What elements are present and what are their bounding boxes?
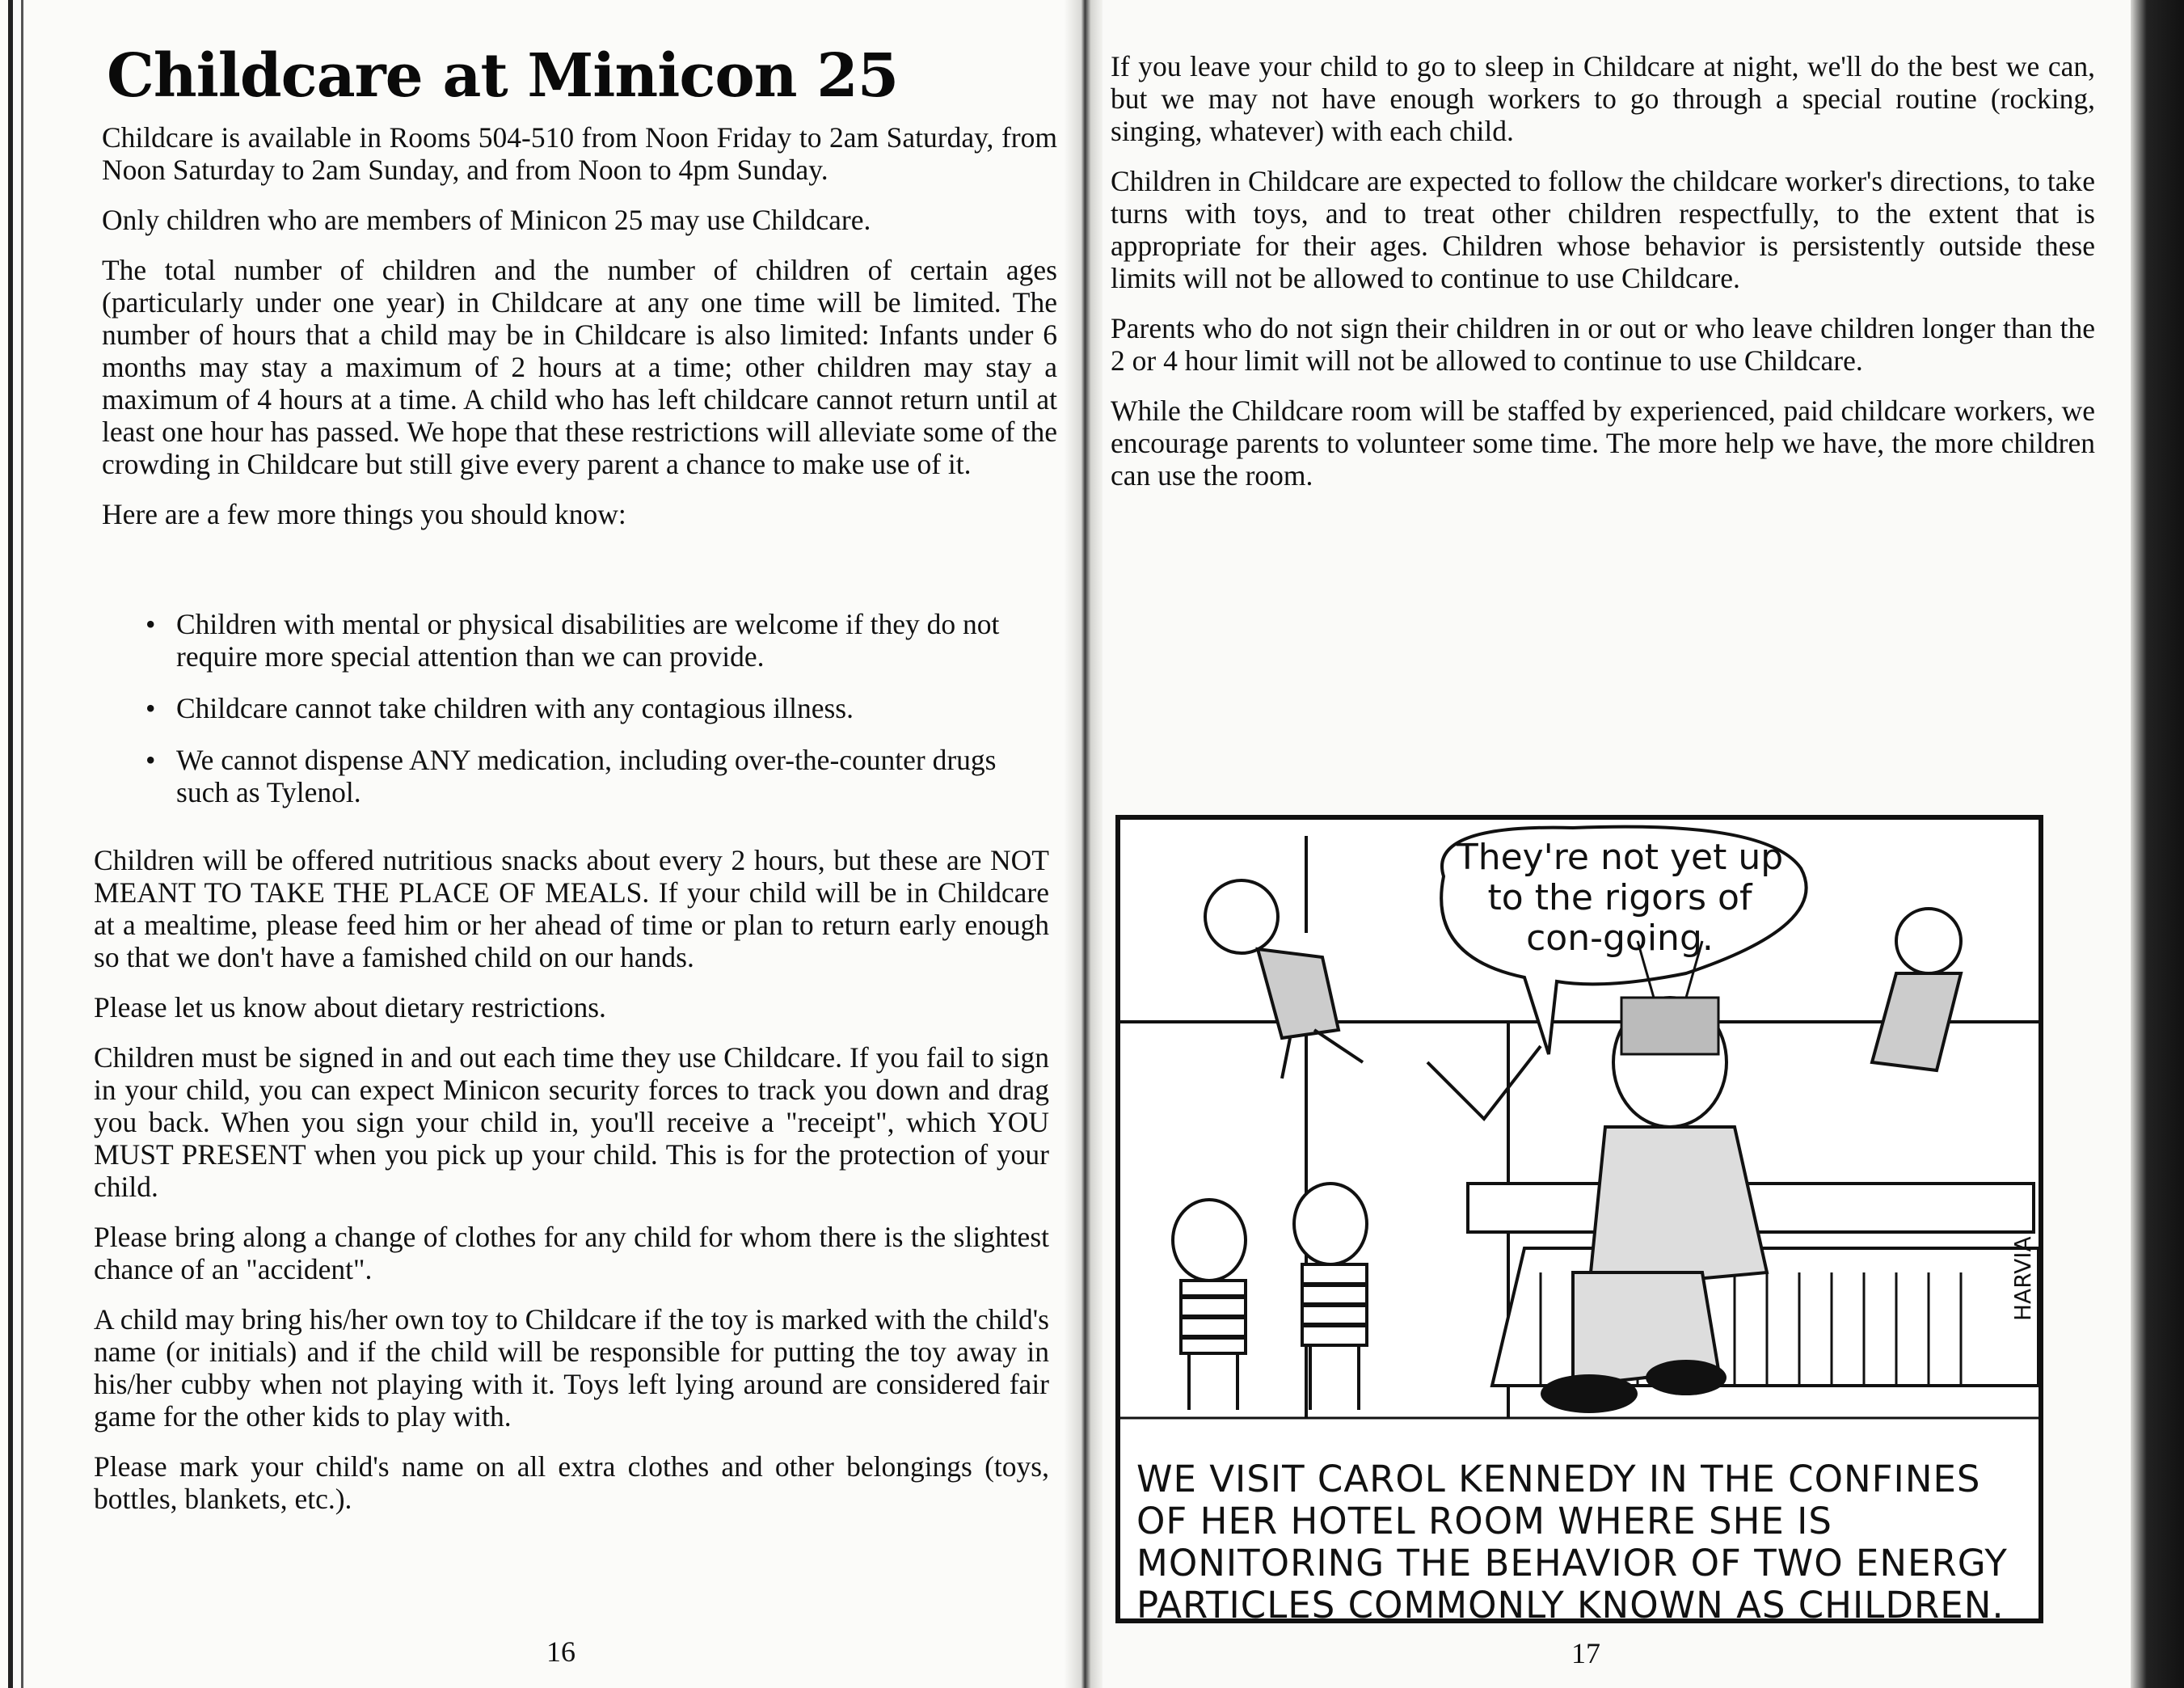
page-title: Childcare at Minicon 25 [107,41,899,111]
left-intro-text [102,121,1057,548]
paragraph-toys: A child may bring his/her own toy to Childcare if the toy is marked with the child's name (or initials) and if the child will be responsible for putting the toy away in his/her cubby when not playing with it. Toys left lying around are considered fair game for the other kids to play with. [94,1303,1049,1433]
paragraph-volunteer: While the Childcare room will be staffed by experienced, paid childcare workers, we encourage parents to volunteer some time. The more help we have, the more children can use the room. [1111,395,2095,492]
paragraph-hours: Childcare is available in Rooms 504-510 from Noon Friday to 2am Saturday, from Noon Saturday to 2am Sunday, and from Noon to 4pm Sunday. [102,121,1057,186]
page-number-left: 16 [546,1635,576,1668]
paragraph-limits: The total number of children and the number of children of certain ages (particularly under one year) in Childcare at any one time will be limited. The number of hours that a child may be in Childcare is also limited: Infants under 6 months may stay a maximum of 2 hours at a time; other children may stay a maximum of 4 hours at a time. A child who has left childcare cannot return until at least one hour has passed. We hope that these restrictions will alleviate some of the crowding in Childcare but still give every parent a chance to make use of it. [102,254,1057,480]
list-item: • Children with mental or physical disabilities are welcome if they do not require more special attention than we can provide. [142,608,1015,673]
paragraph-mark-name: Please mark your child's name on all extra clothes and other belongings (toys, bottles, blankets, etc.). [94,1450,1049,1515]
left-rules-text [94,844,1049,1533]
left-page [0,0,1083,1688]
paragraph-parents: Parents who do not sign their children in or out or who leave children longer than the 2 or 4 hour limit will not be allowed to continue to use Childcare. [1111,312,2095,377]
paragraph-snacks: Children will be offered nutritious snacks about every 2 hours, but these are NOT MEANT TO TAKE THE PLACE OF MEALS. If your child will be in Childcare at a mealtime, please feed him or her ahead of time or plan to return early enough so that we don't have a famished child on our hands. [94,844,1049,973]
page-number-right: 17 [1571,1637,1600,1669]
speech-bubble-text: They're not yet up to the rigors of con-going. [1456,837,1784,959]
bullet-list [142,608,1015,828]
paragraph-behavior: Children in Childcare are expected to follow the childcare worker's directions, to take turns with toys, and to treat other children respectfully, to the extent that is appropriate for their ages. Children whose behavior is persistently outside these limits will not be allowed to continue to use Childcare. [1111,165,2095,294]
list-item: • Childcare cannot take children with any contagious illness. [142,692,1015,724]
binding-edge-right [2131,0,2184,1688]
binding-edge-left-inner [21,0,23,1688]
paragraph-dietary: Please let us know about dietary restrictions. [94,991,606,1023]
list-item: • We cannot dispense ANY medication, including over-the-counter drugs such as Tylenol. [142,744,1015,808]
right-text [1111,50,2095,509]
comic-panel [1115,815,2043,1627]
paragraph-sign-in: Children must be signed in and out each time they use Childcare. If you fail to sign in your child, you can expect Minicon security forces to track you down and drag you back. When you sign your child in, you'll receive a "receipt", which YOU MUST PRESENT when you pick up your child. This is for the protection of your child. [94,1041,1049,1203]
book-spine [1064,0,1103,1688]
comic-caption: WE VISIT CAROL KENNEDY IN THE CONFINES OF HER HOTEL ROOM WHERE SHE IS MONITORING THE BEHAVIOR OF TWO ENERGY PARTICLES COMMONLY KNOWN AS CHILDREN. [1136,1458,2008,1627]
paragraph-sleep: If you leave your child to go to sleep in Childcare at night, we'll do the best we can, but we may not have enough workers to go through a special routine (rocking, singing, whatever) with each child. [1111,50,2095,147]
artist-signature: HARVIA [2009,1236,2036,1321]
paragraph-clothes: Please bring along a change of clothes for any child for whom there is the slightest chance of an "accident". [94,1221,1049,1285]
paragraph-members: Only children who are members of Minicon 25 may use Childcare. [102,204,871,236]
binding-edge-left [8,0,13,1688]
paragraph-know: Here are a few more things you should know: [102,498,626,530]
